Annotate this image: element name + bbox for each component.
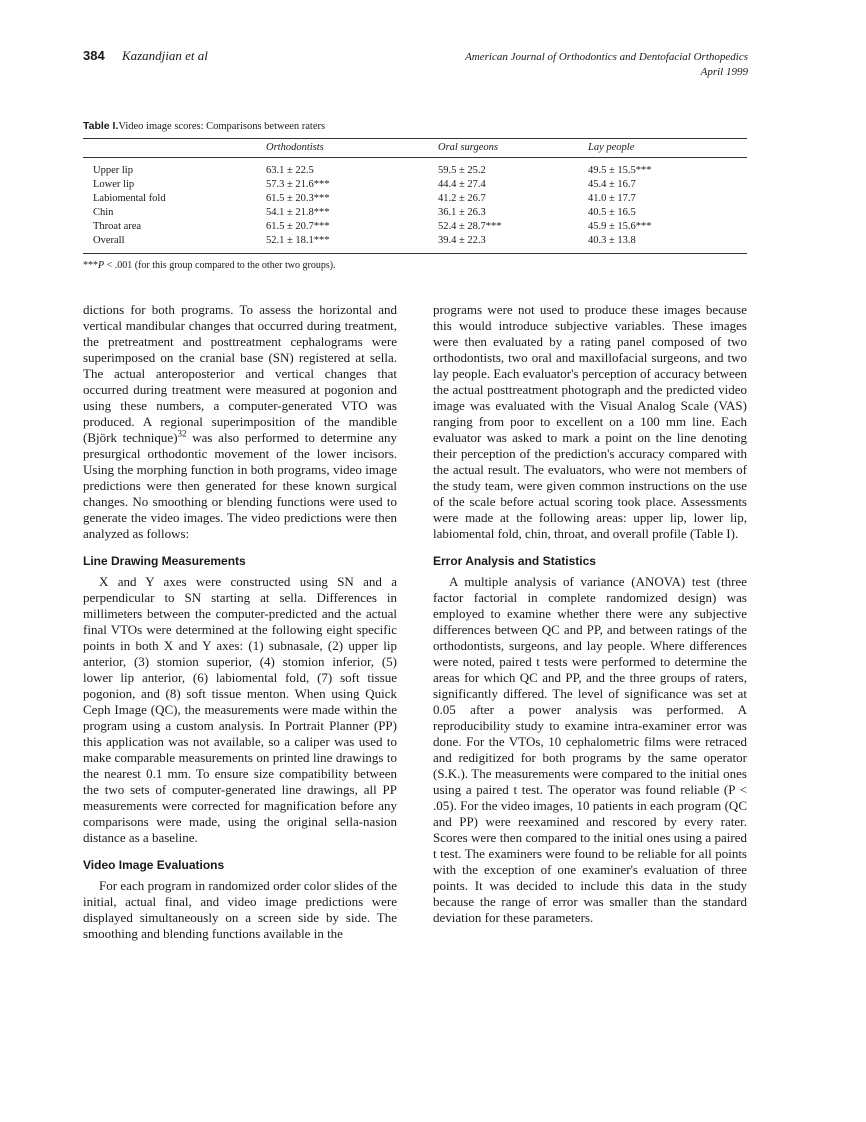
row-label: Upper lip [93, 165, 133, 176]
row-label: Throat area [93, 221, 142, 232]
section-heading: Video Image Evaluations [83, 858, 225, 872]
table-cell: 39.4 ± 22.3 [438, 234, 588, 254]
row-label: Labiomental fold [93, 193, 166, 204]
table-label: Table I. [83, 120, 119, 132]
scores-table [83, 138, 747, 254]
section-heading: Error Analysis and Statistics [433, 554, 596, 568]
table-cell: 63.1 ± 22.5 [266, 165, 314, 176]
footnote-p: P [98, 260, 105, 271]
column-header [83, 139, 266, 158]
row-label: Chin [93, 207, 114, 218]
column-header: Lay people [588, 139, 747, 158]
page-number: 384 [83, 48, 105, 63]
table-cell: 36.1 ± 26.3 [438, 207, 486, 218]
table-caption [83, 120, 747, 132]
table-row [83, 220, 747, 234]
body-paragraph: programs were not used to produce these images because this would introduce subjective variables. These images were then evaluated by a rating panel composed of two orthodontists, two oral and maxillofacial surgeons, and two lay people. Each evaluator's perception of accuracy between the actual posttreatment photograph and the predicted video image was evaluated with the Visual Analog Scale (VAS) ranging from poor to excellent on a 100 mm line. Each evaluator was asked to mark a point on the line denoting their perception of the prediction's accuracy compared with the actual result. The evaluators, who were not members of the study team, were given common instructions on the use of the scale before actual scoring took place. Assessments were made at the following areas: upper lip, lower lip, labiomental fold, chin, throat, and overall profile (Table I). [433, 302, 747, 541]
table-row [83, 192, 747, 206]
body-paragraph: X and Y axes were constructed using SN and a perpendicular to SN starting at sella. Differences in millimeters between the computer-predicted and the actual final VTOs were determined at the following eight specific points in both X and Y axes: (1) subnasale, (2) upper lip anterior, (3) stomion superior, (4) stomion inferior, (5) lower lip anterior, (6) labiomental fold, (7) soft tissue pogonion, and (8) soft tissue menton. When using Quick Ceph Image (QC), the measurements were made within the program using a custom analysis. In Portrait Planner (PP) this application was not available, so a caliper was used to make comparable measurements on printed line drawings to the nearest 0.1 mm. To ensure size compatibility between the two sets of computer-generated line drawings, all PP measurements were corrected for magnification before any comparisons were made, using the original sella-nasion distance as a baseline. [83, 574, 397, 845]
table-cell: 40.3 ± 13.8 [588, 234, 747, 254]
table-cell: 52.4 ± 28.7*** [438, 221, 502, 232]
table-row [83, 178, 747, 192]
table-cell: 61.5 ± 20.3*** [266, 193, 330, 204]
table-row [83, 206, 747, 220]
table-cell: 45.4 ± 16.7 [588, 179, 636, 190]
table-row [83, 158, 747, 179]
table-cell: 44.4 ± 27.4 [438, 179, 486, 190]
left-column [83, 302, 397, 942]
table-header-row [83, 139, 747, 158]
paragraph-text: dictions for both programs. To assess the horizontal and vertical mandibular changes that occurred during treatment, the pretreatment and posttreatment cephalograms were superimposed on the cranial base (SN) registered at sella. The actual anteroposterior and vertical changes that occurred during treatment were measured at pogonion and using these numbers, a computer-generated VTO was produced. A regional superimposition of the mandible (Björk technique) [83, 302, 397, 445]
table-row [83, 234, 747, 254]
table-title: Video image scores: Comparisons between raters [118, 121, 326, 132]
footnote-symbol: *** [83, 260, 98, 271]
table-cell: 57.3 ± 21.6*** [266, 179, 330, 190]
column-header: Orthodontists [266, 139, 438, 158]
table-cell: 61.5 ± 20.7*** [266, 221, 330, 232]
table-cell: 41.0 ± 17.7 [588, 193, 636, 204]
table-footnote [83, 260, 747, 271]
right-column [433, 302, 747, 926]
reference-superscript: 32 [177, 428, 187, 439]
journal-title: American Journal of Orthodontics and Dentofacial Orthopedics [465, 51, 748, 63]
running-header-right [465, 50, 748, 80]
row-label: Overall [83, 234, 266, 254]
table-cell: 49.5 ± 15.5*** [588, 165, 652, 176]
running-header-left [83, 48, 208, 64]
column-header: Oral surgeons [438, 139, 588, 158]
table-cell: 59.5 ± 25.2 [438, 165, 486, 176]
table-1 [83, 120, 747, 271]
running-author: Kazandjian et al [121, 48, 208, 63]
row-label: Lower lip [93, 179, 135, 190]
body-paragraph: For each program in randomized order color slides of the initial, actual final, and video image predictions were displayed simultaneously on a screen side by side. The smoothing and blending functions available in the [83, 878, 397, 941]
footnote-text: < .001 (for this group compared to the other two groups). [104, 260, 336, 271]
body-paragraph [83, 302, 397, 542]
table-cell: 52.1 ± 18.1*** [266, 234, 438, 254]
body-paragraph: A multiple analysis of variance (ANOVA) test (three factor factorial in complete randomized design) was employed to examine whether there were any subjective differences between QC and PP, and between ratings of the orthodontists, surgeons, and lay people. Where differences were noted, paired t tests were performed to determine the areas for which QC and PP, and the three groups of raters, significantly differed. The level of significance was set at 0.05 after a power analysis was performed. A reproducibility study to examine intra-examiner error was done. For the VTOs, 10 cephalometric films were retraced and redigitized for both programs by the same operator (S.K.). The measurements were compared to the initial ones using a paired t test. The operator was found reliable (P < .05). For the video images, 10 patients in each program (QC and PP) were reexamined and rescored by every rater. Scores were then compared to the initial ones using a paired t test. The examiners were found to be reliable for all points with the exception of one examiner's evaluation of three points. It was decided to include this data in the study because the range of error was smaller than the standard deviation for these parameters. [433, 574, 747, 925]
table-cell: 54.1 ± 21.8*** [266, 207, 330, 218]
table-cell: 40.5 ± 16.5 [588, 207, 636, 218]
issue-date: April 1999 [700, 66, 748, 78]
table-cell: 45.9 ± 15.6*** [588, 221, 652, 232]
section-heading: Line Drawing Measurements [83, 554, 246, 568]
table-cell: 41.2 ± 26.7 [438, 193, 486, 204]
paragraph-text: was also performed to determine any presurgical orthodontic movement of the lower incisors. Using the morphing function in both programs, video image predictions were then generated for these known surgical changes. No smoothing or blending functions were used to generate the video images. The video predictions were then analyzed as follows: [83, 430, 397, 541]
